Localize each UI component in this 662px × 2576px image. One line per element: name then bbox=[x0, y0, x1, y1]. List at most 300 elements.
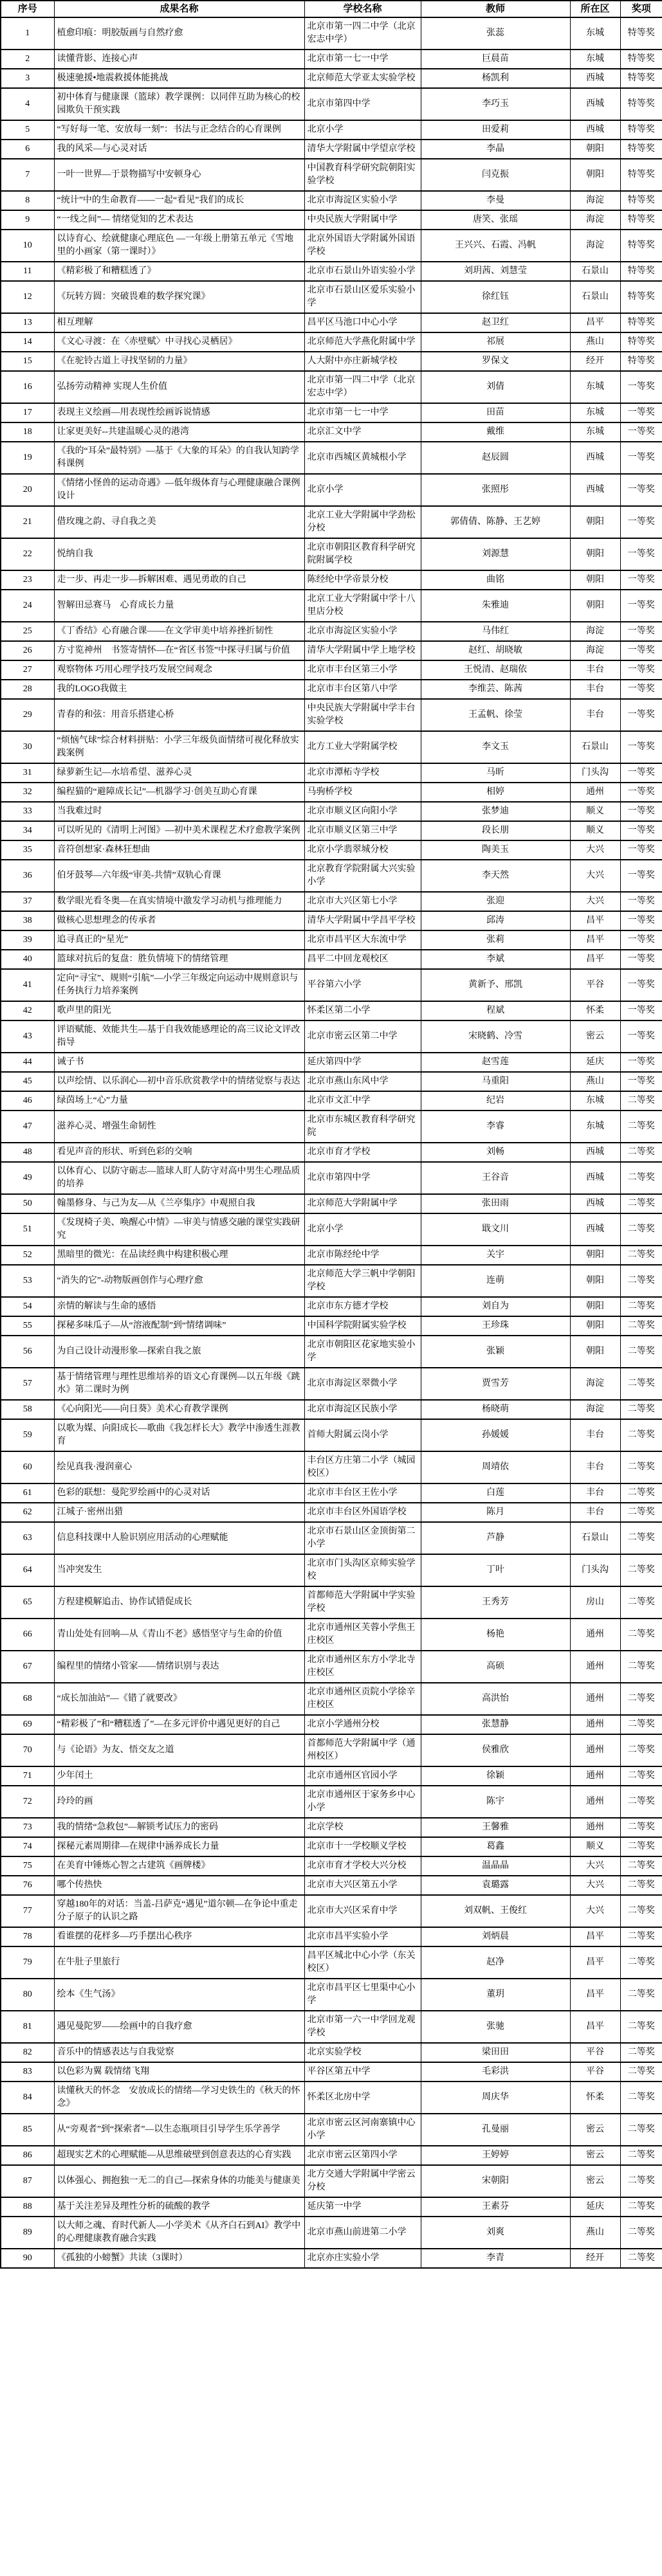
school-name-cell: 北京市海淀区民族小学 bbox=[304, 1400, 421, 1419]
achievement-title-cell: 歌声里的阳光 bbox=[54, 1001, 304, 1020]
table-row bbox=[1, 2146, 662, 2165]
awards-table-body bbox=[1, 17, 662, 2268]
row-number-cell: 30 bbox=[1, 731, 54, 763]
achievement-title-cell: 《玩转方圆：突破畏难的数学探究课》 bbox=[54, 281, 304, 313]
award-cell: 一等奖 bbox=[620, 442, 662, 474]
row-number-cell: 84 bbox=[1, 2082, 54, 2114]
row-number-cell: 23 bbox=[1, 570, 54, 590]
achievement-title-cell: 看谁摆的花样多—巧手摆出心秩序 bbox=[54, 1927, 304, 1946]
school-name-cell: 中央民族大学附属中学丰台实验学校 bbox=[304, 699, 421, 731]
row-number-cell: 4 bbox=[1, 88, 54, 120]
row-number-cell: 87 bbox=[1, 2165, 54, 2197]
school-name-cell: 北京市燕山前进第二小学 bbox=[304, 2217, 421, 2249]
teacher-cell: 王悦清、赵瑞依 bbox=[421, 660, 570, 680]
school-name-cell: 北京汇文中学 bbox=[304, 422, 421, 442]
district-cell: 海淀 bbox=[570, 622, 620, 641]
award-cell: 二等奖 bbox=[620, 2197, 662, 2217]
teacher-cell: 周靖依 bbox=[421, 1451, 570, 1483]
teacher-cell: 刘倩 bbox=[421, 371, 570, 403]
achievement-title-cell: 看见声音的形状、听到色彩的交响 bbox=[54, 1143, 304, 1162]
school-name-cell: 北京市大兴区第五小学 bbox=[304, 1876, 421, 1895]
school-name-cell: 北方工业大学附属学校 bbox=[304, 731, 421, 763]
table-row bbox=[1, 1734, 662, 1766]
achievement-title-cell: 当我难过时 bbox=[54, 802, 304, 821]
row-number-cell: 40 bbox=[1, 950, 54, 969]
achievement-title-cell: 翰墨修身、与己为友—从《兰亭集序》中观照自我 bbox=[54, 1194, 304, 1213]
school-name-cell: 北京市十一学校顺义学校 bbox=[304, 1837, 421, 1856]
row-number-cell: 42 bbox=[1, 1001, 54, 1020]
teacher-cell: 黄新予、邢凯 bbox=[421, 969, 570, 1001]
award-cell: 二等奖 bbox=[620, 1451, 662, 1483]
school-name-cell: 北京市潭柘寺学校 bbox=[304, 763, 421, 783]
school-name-cell: 北京市通州区芙蓉小学焦王庄校区 bbox=[304, 1619, 421, 1651]
teacher-cell: 连萌 bbox=[421, 1265, 570, 1297]
district-cell: 怀柔 bbox=[570, 1001, 620, 1020]
table-row bbox=[1, 1336, 662, 1368]
school-name-cell: 北京亦庄实验小学 bbox=[304, 2249, 421, 2268]
achievement-title-cell: 以大师之魂、育时代新人—小学美术《从齐白石到AI》教学中的心理健康教育融合实践 bbox=[54, 2217, 304, 2249]
table-row bbox=[1, 352, 662, 371]
teacher-cell: 刘双帆、王俊红 bbox=[421, 1895, 570, 1927]
award-cell: 一等奖 bbox=[620, 590, 662, 622]
achievement-title-cell: 青春的和弦：用音乐搭建心桥 bbox=[54, 699, 304, 731]
row-number-cell: 29 bbox=[1, 699, 54, 731]
district-cell: 东城 bbox=[570, 371, 620, 403]
teacher-cell: 李文玉 bbox=[421, 731, 570, 763]
table-row bbox=[1, 1786, 662, 1818]
row-number-cell: 22 bbox=[1, 538, 54, 570]
achievement-title-cell: 数学眼光看冬奥—在真实情境中激发学习动机与推理能力 bbox=[54, 892, 304, 911]
district-cell: 昌平 bbox=[570, 950, 620, 969]
row-number-cell: 59 bbox=[1, 1419, 54, 1451]
table-row bbox=[1, 821, 662, 840]
table-row bbox=[1, 1111, 662, 1143]
table-row bbox=[1, 1818, 662, 1837]
row-number-cell: 66 bbox=[1, 1619, 54, 1651]
table-row bbox=[1, 2011, 662, 2043]
school-name-cell: 北京市石景山外语实验小学 bbox=[304, 262, 421, 281]
teacher-cell: 田爱莉 bbox=[421, 120, 570, 140]
row-number-cell: 35 bbox=[1, 840, 54, 860]
award-cell: 一等奖 bbox=[620, 506, 662, 538]
award-cell: 二等奖 bbox=[620, 1483, 662, 1503]
row-number-cell: 1 bbox=[1, 17, 54, 50]
teacher-cell: 关宇 bbox=[421, 1246, 570, 1265]
table-row bbox=[1, 1856, 662, 1876]
school-name-cell: 北京市第一四二中学（北京宏志中学） bbox=[304, 17, 421, 50]
achievement-title-cell: 绘见真我·漫润童心 bbox=[54, 1451, 304, 1483]
achievement-title-cell: “成长加油站”—《错了就要改》 bbox=[54, 1683, 304, 1715]
award-cell: 特等奖 bbox=[620, 262, 662, 281]
table-row bbox=[1, 442, 662, 474]
table-row bbox=[1, 538, 662, 570]
teacher-cell: 张莉 bbox=[421, 930, 570, 950]
award-cell: 一等奖 bbox=[620, 860, 662, 892]
table-row bbox=[1, 763, 662, 783]
teacher-cell: 张驰 bbox=[421, 2011, 570, 2043]
achievement-title-cell: 在美育中锤炼心智之古建筑《画牌楼》 bbox=[54, 1856, 304, 1876]
table-row bbox=[1, 191, 662, 210]
teacher-cell: 祁展 bbox=[421, 332, 570, 352]
award-cell: 二等奖 bbox=[620, 2062, 662, 2082]
school-name-cell: 清华大学附属中学上地学校 bbox=[304, 641, 421, 660]
district-cell: 朝阳 bbox=[570, 570, 620, 590]
district-cell: 西城 bbox=[570, 120, 620, 140]
table-row bbox=[1, 403, 662, 422]
achievement-title-cell: 诫子书 bbox=[54, 1053, 304, 1072]
row-number-cell: 85 bbox=[1, 2114, 54, 2146]
row-number-cell: 74 bbox=[1, 1837, 54, 1856]
teacher-cell: 刘炳晨 bbox=[421, 1927, 570, 1946]
teacher-cell: 李青 bbox=[421, 2249, 570, 2268]
table-row bbox=[1, 1091, 662, 1111]
district-cell: 石景山 bbox=[570, 262, 620, 281]
district-cell: 西城 bbox=[570, 88, 620, 120]
table-row bbox=[1, 2165, 662, 2197]
district-cell: 东城 bbox=[570, 403, 620, 422]
table-row bbox=[1, 570, 662, 590]
table-row bbox=[1, 474, 662, 506]
school-name-cell: 北京市第四中学 bbox=[304, 88, 421, 120]
district-cell: 西城 bbox=[570, 1143, 620, 1162]
achievement-title-cell: 借玫瑰之韵、寻自我之美 bbox=[54, 506, 304, 538]
table-row bbox=[1, 1895, 662, 1927]
district-cell: 通州 bbox=[570, 1619, 620, 1651]
teacher-cell: 赵辰圆 bbox=[421, 442, 570, 474]
achievement-title-cell: 智解田忌赛马 心育成长力量 bbox=[54, 590, 304, 622]
table-row bbox=[1, 1001, 662, 1020]
teacher-cell: 李睿 bbox=[421, 1111, 570, 1143]
row-number-cell: 61 bbox=[1, 1483, 54, 1503]
row-number-cell: 39 bbox=[1, 930, 54, 950]
table-row bbox=[1, 840, 662, 860]
award-cell: 特等奖 bbox=[620, 332, 662, 352]
school-name-cell: 北京市朝阳区花家地实验小学 bbox=[304, 1336, 421, 1368]
district-cell: 朝阳 bbox=[570, 590, 620, 622]
teacher-cell: 朱雅迪 bbox=[421, 590, 570, 622]
table-row bbox=[1, 1451, 662, 1483]
school-name-cell: 北京小学翡翠城分校 bbox=[304, 840, 421, 860]
district-cell: 顺义 bbox=[570, 802, 620, 821]
row-number-cell: 54 bbox=[1, 1297, 54, 1316]
table-row bbox=[1, 969, 662, 1001]
award-cell: 二等奖 bbox=[620, 1246, 662, 1265]
table-row bbox=[1, 1876, 662, 1895]
award-cell: 二等奖 bbox=[620, 1651, 662, 1683]
row-number-cell: 41 bbox=[1, 969, 54, 1001]
table-row bbox=[1, 1483, 662, 1503]
table-row bbox=[1, 313, 662, 332]
district-cell: 通州 bbox=[570, 1786, 620, 1818]
school-name-cell: 北京市第四中学 bbox=[304, 1162, 421, 1194]
row-number-cell: 24 bbox=[1, 590, 54, 622]
row-number-cell: 53 bbox=[1, 1265, 54, 1297]
row-number-cell: 19 bbox=[1, 442, 54, 474]
achievement-title-cell: “精彩极了”和“糟糕透了”—在多元评价中遇见更好的自己 bbox=[54, 1715, 304, 1734]
achievement-title-cell: “烦恼气球”综合材料拼贴：小学三年级负面情绪可视化释放实践案例 bbox=[54, 731, 304, 763]
row-number-cell: 75 bbox=[1, 1856, 54, 1876]
achievement-title-cell: 滋养心灵、增强生命韧性 bbox=[54, 1111, 304, 1143]
achievement-title-cell: 悦纳自我 bbox=[54, 538, 304, 570]
award-cell: 一等奖 bbox=[620, 1001, 662, 1020]
school-name-cell: 北京市丰台区第三小学 bbox=[304, 660, 421, 680]
award-cell: 二等奖 bbox=[620, 1979, 662, 2011]
award-cell: 二等奖 bbox=[620, 2217, 662, 2249]
district-cell: 房山 bbox=[570, 1586, 620, 1619]
teacher-cell: 赵净 bbox=[421, 1946, 570, 1979]
row-number-cell: 86 bbox=[1, 2146, 54, 2165]
district-cell: 通州 bbox=[570, 1715, 620, 1734]
teacher-cell: 相婷 bbox=[421, 783, 570, 802]
row-number-cell: 34 bbox=[1, 821, 54, 840]
row-number-cell: 26 bbox=[1, 641, 54, 660]
award-cell: 特等奖 bbox=[620, 88, 662, 120]
school-name-cell: 中央民族大学附属中学 bbox=[304, 210, 421, 230]
teacher-cell: 徐颖 bbox=[421, 1766, 570, 1786]
school-name-cell: 昌平区城北中心小学（东关校区） bbox=[304, 1946, 421, 1979]
achievement-title-cell: 篮球对抗后的复盘：胜负情境下的情绪管理 bbox=[54, 950, 304, 969]
achievement-title-cell: 音符创想家·森林狂想曲 bbox=[54, 840, 304, 860]
teacher-cell: 程斌 bbox=[421, 1001, 570, 1020]
table-row bbox=[1, 262, 662, 281]
table-row bbox=[1, 680, 662, 699]
achievement-title-cell: 极速驰援•地震救援体能挑战 bbox=[54, 69, 304, 88]
achievement-title-cell: 可以听见的《清明上河图》—初中美术课程艺术疗愈教学案例 bbox=[54, 821, 304, 840]
award-cell: 二等奖 bbox=[620, 1895, 662, 1927]
school-name-cell: 北京市顺义区第三中学 bbox=[304, 821, 421, 840]
row-number-cell: 46 bbox=[1, 1091, 54, 1111]
teacher-cell: 周庆华 bbox=[421, 2082, 570, 2114]
award-cell: 一等奖 bbox=[620, 840, 662, 860]
achievement-title-cell: 遇见曼陀罗——绘画中的自我疗愈 bbox=[54, 2011, 304, 2043]
achievement-title-cell: 与《论语》为友、悟交友之道 bbox=[54, 1734, 304, 1766]
school-name-cell: 北京市石景山区爱乐实验小学 bbox=[304, 281, 421, 313]
achievement-title-cell: 《我的“耳朵”最特别》—基于《大象的耳朵》的自我认知跨学科课例 bbox=[54, 442, 304, 474]
table-row bbox=[1, 660, 662, 680]
achievement-title-cell: 信息科技课中人脸识别应用活动的心理赋能 bbox=[54, 1522, 304, 1554]
teacher-cell: 郭倩倩、陈静、王艺婷 bbox=[421, 506, 570, 538]
award-cell: 一等奖 bbox=[620, 821, 662, 840]
award-cell: 特等奖 bbox=[620, 281, 662, 313]
teacher-cell: 贾雪芳 bbox=[421, 1368, 570, 1400]
district-cell: 朝阳 bbox=[570, 506, 620, 538]
district-cell: 东城 bbox=[570, 1091, 620, 1111]
teacher-cell: 葛鑫 bbox=[421, 1837, 570, 1856]
award-cell: 一等奖 bbox=[620, 570, 662, 590]
district-cell: 朝阳 bbox=[570, 1297, 620, 1316]
row-number-cell: 78 bbox=[1, 1927, 54, 1946]
award-cell: 一等奖 bbox=[620, 763, 662, 783]
row-number-cell: 10 bbox=[1, 230, 54, 262]
school-name-cell: 怀柔区第二小学 bbox=[304, 1001, 421, 1020]
district-cell: 通州 bbox=[570, 1683, 620, 1715]
teacher-cell: 孙媛媛 bbox=[421, 1419, 570, 1451]
row-number-cell: 6 bbox=[1, 140, 54, 159]
table-row bbox=[1, 1316, 662, 1336]
district-cell: 海淀 bbox=[570, 1368, 620, 1400]
school-name-cell: 北方交通大学附属中学密云分校 bbox=[304, 2165, 421, 2197]
district-cell: 朝阳 bbox=[570, 140, 620, 159]
row-number-cell: 63 bbox=[1, 1522, 54, 1554]
table-row bbox=[1, 731, 662, 763]
district-cell: 石景山 bbox=[570, 731, 620, 763]
achievement-title-cell: 为自己设计动漫形象—探索自我之旅 bbox=[54, 1336, 304, 1368]
award-cell: 二等奖 bbox=[620, 1586, 662, 1619]
teacher-cell: 戴维 bbox=[421, 422, 570, 442]
achievement-title-cell: 《心向阳光——向日葵》美术心育教学课例 bbox=[54, 1400, 304, 1419]
row-number-cell: 80 bbox=[1, 1979, 54, 2011]
row-number-cell: 67 bbox=[1, 1651, 54, 1683]
school-name-cell: 清华大学附属中学望京学校 bbox=[304, 140, 421, 159]
row-number-cell: 52 bbox=[1, 1246, 54, 1265]
table-row bbox=[1, 860, 662, 892]
teacher-cell: 李斌 bbox=[421, 950, 570, 969]
row-number-cell: 2 bbox=[1, 50, 54, 69]
achievement-title-cell: 我的风采—与心灵对话 bbox=[54, 140, 304, 159]
teacher-cell: 陈宇 bbox=[421, 1786, 570, 1818]
teacher-cell: 李巧玉 bbox=[421, 88, 570, 120]
school-name-cell: 北京师范大学附属中学 bbox=[304, 1194, 421, 1213]
district-cell: 门头沟 bbox=[570, 1554, 620, 1586]
teacher-cell: 毛彩洪 bbox=[421, 2062, 570, 2082]
teacher-cell: 刘玥茜、刘慧莹 bbox=[421, 262, 570, 281]
row-number-cell: 56 bbox=[1, 1336, 54, 1368]
award-cell: 一等奖 bbox=[620, 969, 662, 1001]
award-cell: 特等奖 bbox=[620, 210, 662, 230]
teacher-cell: 陶美玉 bbox=[421, 840, 570, 860]
award-cell: 二等奖 bbox=[620, 1554, 662, 1586]
award-cell: 二等奖 bbox=[620, 1734, 662, 1766]
award-cell: 二等奖 bbox=[620, 1194, 662, 1213]
district-cell: 燕山 bbox=[570, 1072, 620, 1091]
column-header-number: 序号 bbox=[1, 1, 54, 17]
award-cell: 一等奖 bbox=[620, 802, 662, 821]
table-row bbox=[1, 120, 662, 140]
school-name-cell: 北京市丰台区王佐小学 bbox=[304, 1483, 421, 1503]
school-name-cell: 北京外国语大学附属外国语学校 bbox=[304, 230, 421, 262]
award-cell: 一等奖 bbox=[620, 1053, 662, 1072]
table-row bbox=[1, 69, 662, 88]
district-cell: 顺义 bbox=[570, 821, 620, 840]
school-name-cell: 清华大学附属中学昌平学校 bbox=[304, 911, 421, 930]
achievement-title-cell: 青山处处有回响—从《青山不老》感悟坚守与生命的价值 bbox=[54, 1619, 304, 1651]
school-name-cell: 陈经纶中学帝景分校 bbox=[304, 570, 421, 590]
award-cell: 特等奖 bbox=[620, 140, 662, 159]
table-row bbox=[1, 892, 662, 911]
teacher-cell: 纪岩 bbox=[421, 1091, 570, 1111]
row-number-cell: 20 bbox=[1, 474, 54, 506]
school-name-cell: 北京市大兴区第七小学 bbox=[304, 892, 421, 911]
achievement-title-cell: 观察物体 巧用心理学技巧发展空间观念 bbox=[54, 660, 304, 680]
district-cell: 东城 bbox=[570, 17, 620, 50]
row-number-cell: 28 bbox=[1, 680, 54, 699]
achievement-title-cell: 我的LOGO我做主 bbox=[54, 680, 304, 699]
achievement-title-cell: 编程猫的“避障成长记”—机器学习·创美互助心育课 bbox=[54, 783, 304, 802]
row-number-cell: 9 bbox=[1, 210, 54, 230]
table-row bbox=[1, 2062, 662, 2082]
teacher-cell: 段长朋 bbox=[421, 821, 570, 840]
district-cell: 朝阳 bbox=[570, 159, 620, 191]
teacher-cell: 赵雪莲 bbox=[421, 1053, 570, 1072]
row-number-cell: 37 bbox=[1, 892, 54, 911]
award-cell: 二等奖 bbox=[620, 1786, 662, 1818]
achievement-title-cell: 探秘元素周期律—在规律中涵养成长力量 bbox=[54, 1837, 304, 1856]
achievement-title-cell: 基于情绪管理与理性思维培养的语文心育课例—以五年级《跳水》第二课时为例 bbox=[54, 1368, 304, 1400]
achievement-title-cell: 绿茵场上“心”力量 bbox=[54, 1091, 304, 1111]
award-cell: 二等奖 bbox=[620, 1619, 662, 1651]
school-name-cell: 中国教育科学研究院朝阳实验学校 bbox=[304, 159, 421, 191]
row-number-cell: 71 bbox=[1, 1766, 54, 1786]
school-name-cell: 平谷区第五中学 bbox=[304, 2062, 421, 2082]
district-cell: 丰台 bbox=[570, 660, 620, 680]
district-cell: 大兴 bbox=[570, 1876, 620, 1895]
award-cell: 一等奖 bbox=[620, 371, 662, 403]
school-name-cell: 延庆第一中学 bbox=[304, 2197, 421, 2217]
teacher-cell: 王婷婷 bbox=[421, 2146, 570, 2165]
district-cell: 通州 bbox=[570, 1734, 620, 1766]
achievement-title-cell: 探秘多味瓜子—从“溶液配制”到“情绪调味” bbox=[54, 1316, 304, 1336]
award-cell: 二等奖 bbox=[620, 2082, 662, 2114]
district-cell: 西城 bbox=[570, 474, 620, 506]
row-number-cell: 32 bbox=[1, 783, 54, 802]
school-name-cell: 北京市陈经纶中学 bbox=[304, 1246, 421, 1265]
teacher-cell: 张梦迪 bbox=[421, 802, 570, 821]
teacher-cell: 王馨雅 bbox=[421, 1818, 570, 1837]
school-name-cell: 北京市通州区东方小学北寺庄校区 bbox=[304, 1651, 421, 1683]
table-row bbox=[1, 140, 662, 159]
teacher-cell: 宋朝阳 bbox=[421, 2165, 570, 2197]
school-name-cell: 北京市文汇中学 bbox=[304, 1091, 421, 1111]
district-cell: 通州 bbox=[570, 783, 620, 802]
achievement-title-cell: 编程里的情绪小管家——情绪识别与表达 bbox=[54, 1651, 304, 1683]
district-cell: 西城 bbox=[570, 1162, 620, 1194]
award-cell: 二等奖 bbox=[620, 1419, 662, 1451]
award-cell: 一等奖 bbox=[620, 783, 662, 802]
school-name-cell: 人大附中亦庄新城学校 bbox=[304, 352, 421, 371]
row-number-cell: 25 bbox=[1, 622, 54, 641]
achievement-title-cell: 《发现椅子美、唤醒心中情》—审美与情感交融的课堂实践研究 bbox=[54, 1213, 304, 1246]
teacher-cell: 赵卫红 bbox=[421, 313, 570, 332]
table-row bbox=[1, 2197, 662, 2217]
district-cell: 平谷 bbox=[570, 2043, 620, 2062]
award-cell: 一等奖 bbox=[620, 660, 662, 680]
award-cell: 特等奖 bbox=[620, 159, 662, 191]
award-cell: 二等奖 bbox=[620, 1876, 662, 1895]
teacher-cell: 张照彤 bbox=[421, 474, 570, 506]
achievement-title-cell: 绘本《生气汤》 bbox=[54, 1979, 304, 2011]
school-name-cell: 北京市育才学校 bbox=[304, 1143, 421, 1162]
award-cell: 二等奖 bbox=[620, 1837, 662, 1856]
award-cell: 二等奖 bbox=[620, 1522, 662, 1554]
school-name-cell: 北京学校 bbox=[304, 1818, 421, 1837]
school-name-cell: 北京市通州区贡院小学徐辛庄校区 bbox=[304, 1683, 421, 1715]
table-row bbox=[1, 1020, 662, 1053]
district-cell: 东城 bbox=[570, 422, 620, 442]
award-cell: 二等奖 bbox=[620, 2043, 662, 2062]
table-row bbox=[1, 622, 662, 641]
teacher-cell: 马重阳 bbox=[421, 1072, 570, 1091]
teacher-cell: 李天然 bbox=[421, 860, 570, 892]
school-name-cell: 北京师范大学燕化附属中学 bbox=[304, 332, 421, 352]
teacher-cell: 梁田田 bbox=[421, 2043, 570, 2062]
table-row bbox=[1, 17, 662, 50]
table-row bbox=[1, 1213, 662, 1246]
school-name-cell: 北京市第一七一中学 bbox=[304, 50, 421, 69]
teacher-cell: 杨晓萌 bbox=[421, 1400, 570, 1419]
award-cell: 二等奖 bbox=[620, 1683, 662, 1715]
teacher-cell: 曲铭 bbox=[421, 570, 570, 590]
achievement-title-cell: 亲情的解读与生命的感悟 bbox=[54, 1297, 304, 1316]
